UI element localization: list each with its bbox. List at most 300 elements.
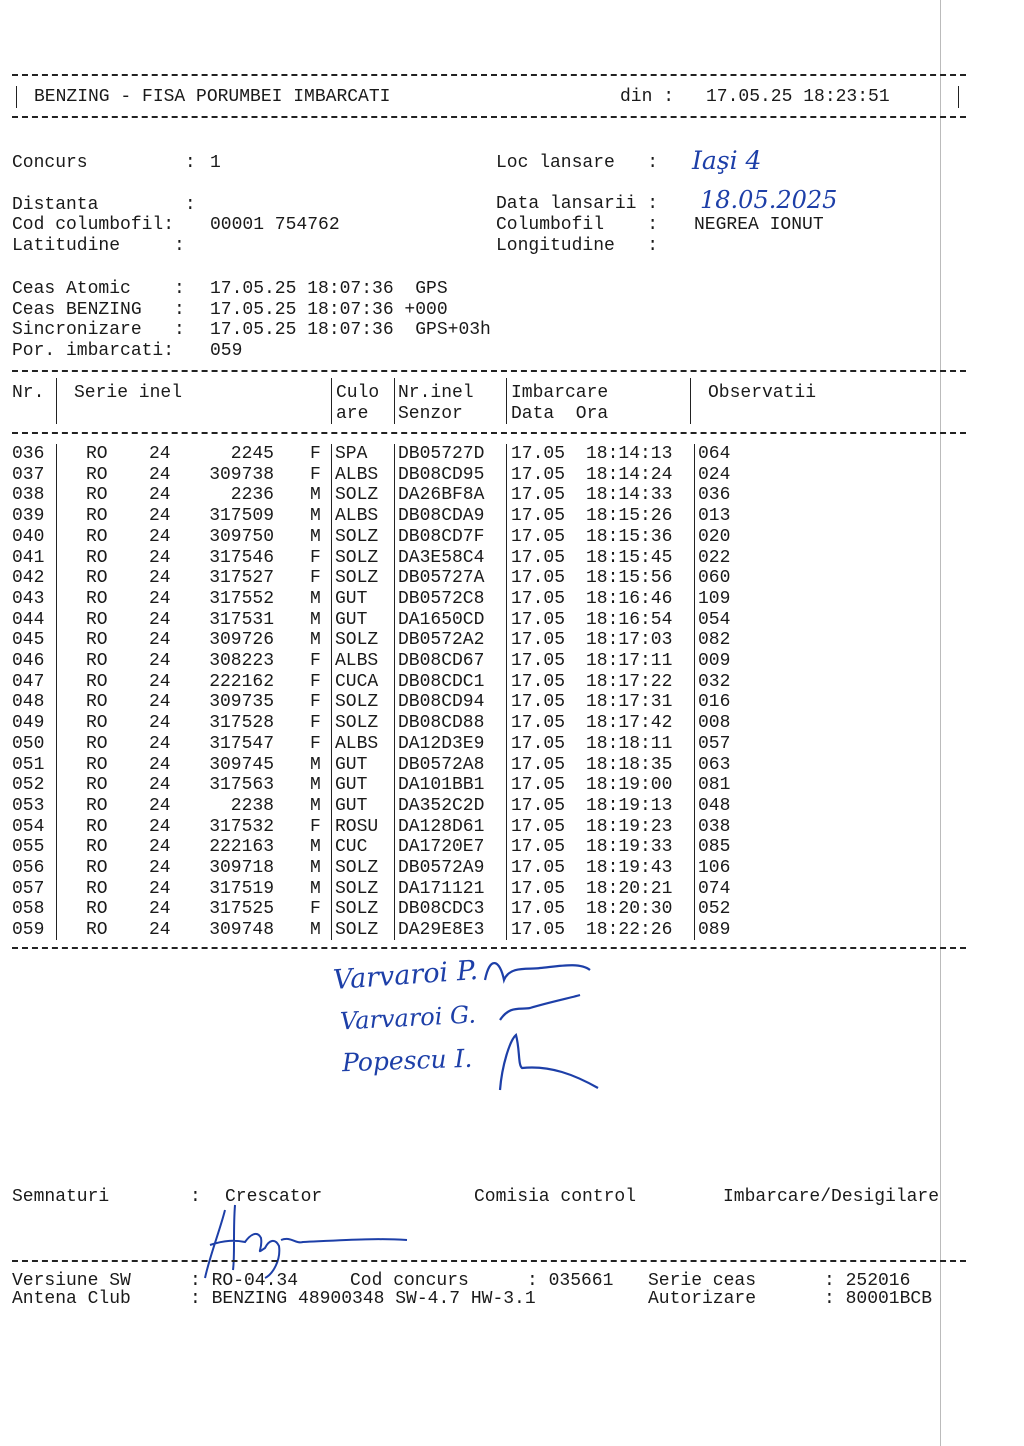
cod-concurs-label: Cod concurs	[350, 1271, 469, 1291]
cell-ring-number: 308223	[209, 651, 274, 671]
cell-sex: F	[310, 464, 321, 485]
cell-ring-number: 309738	[209, 464, 274, 485]
cell-color: ALBS	[335, 651, 379, 671]
cod-columbofil-value: 00001 754762	[210, 215, 340, 235]
cell-date: 17.05	[511, 775, 566, 796]
cell-year: 24	[149, 588, 171, 609]
table-row	[12, 817, 972, 838]
cell-observatii: 036	[698, 485, 731, 506]
cell-sex: M	[310, 837, 321, 858]
cell-sensor: DA26BF8A	[398, 485, 485, 506]
th-divider-5	[690, 378, 691, 424]
table-row	[12, 755, 972, 776]
cod-concurs-value: : 035661	[527, 1271, 614, 1291]
loc-lansare-handwritten: Iaşi 4	[692, 146, 762, 175]
cell-nr: 040	[12, 526, 45, 547]
table-row	[12, 837, 972, 858]
cell-year: 24	[149, 444, 171, 464]
cell-color: SOLZ	[335, 899, 379, 920]
versiune-sw-value: : RO-04.34	[190, 1271, 299, 1291]
cell-date: 17.05	[511, 588, 566, 609]
cell-ring-number: 2238	[230, 795, 274, 816]
cell-sex: M	[310, 920, 321, 941]
table-row	[12, 630, 972, 651]
th-nr-inel-1: Nr.inel	[398, 383, 474, 403]
cell-sensor: DB08CD94	[398, 692, 485, 713]
data-lansarii-handwritten: 18.05.2025	[700, 186, 838, 214]
cell-time: 18:17:42	[586, 713, 673, 734]
cell-date: 17.05	[511, 878, 566, 899]
th-divider-1	[56, 378, 57, 424]
cell-sex: F	[310, 651, 321, 671]
sincronizare-value: 17.05.25 18:07:36 GPS+03h	[210, 320, 491, 340]
cell-country: RO	[86, 920, 108, 941]
cell-time: 18:20:30	[586, 899, 673, 920]
concurs-value: 1	[210, 153, 221, 173]
crescator-label: Crescator	[225, 1187, 323, 1207]
cell-nr: 050	[12, 733, 45, 754]
cell-ring-number: 317563	[209, 775, 274, 796]
table-row	[12, 858, 972, 879]
cell-nr: 053	[12, 795, 45, 816]
cell-observatii: 024	[698, 464, 731, 485]
cell-color: GUT	[335, 795, 368, 816]
table-row	[12, 610, 972, 631]
th-serie-inel: Serie inel	[74, 383, 183, 403]
cell-observatii: 022	[698, 547, 731, 568]
semnaturi-colon: :	[190, 1187, 201, 1207]
cell-observatii: 063	[698, 754, 731, 775]
cell-nr: 054	[12, 816, 45, 837]
cell-ring-number: 317546	[209, 547, 274, 568]
cell-date: 17.05	[511, 526, 566, 547]
cell-nr: 059	[12, 920, 45, 941]
cell-date: 17.05	[511, 671, 566, 692]
cell-ring-number: 317519	[209, 878, 274, 899]
cell-sex: M	[310, 526, 321, 547]
th-observatii: Observatii	[708, 383, 817, 403]
cell-nr: 056	[12, 858, 45, 878]
cell-year: 24	[149, 506, 171, 527]
cell-sensor: DA171121	[398, 878, 485, 899]
header-top-rule	[12, 74, 966, 76]
cod-columbofil-label: Cod columbofil:	[12, 215, 175, 235]
cell-sex: M	[310, 630, 321, 651]
col-divider-nr	[56, 444, 57, 940]
table-row	[12, 899, 972, 920]
distanta-label: Distanta :	[12, 195, 196, 215]
ceas-atomic-value: 17.05.25 18:07:36 GPS	[210, 279, 448, 299]
cell-time: 18:15:26	[586, 506, 673, 527]
cell-nr: 051	[12, 754, 45, 775]
table-row	[12, 485, 972, 506]
cell-country: RO	[86, 671, 108, 692]
table-row	[12, 548, 972, 569]
cell-nr: 042	[12, 568, 45, 589]
cell-sensor: DA352C2D	[398, 795, 485, 816]
th-imbarcare-2: Data Ora	[511, 404, 609, 424]
serie-ceas-value: : 252016	[824, 1271, 911, 1291]
cell-observatii: 016	[698, 692, 731, 713]
th-imbarcare-1: Imbarcare	[511, 383, 609, 403]
cell-nr: 046	[12, 651, 45, 671]
cell-sex: F	[310, 713, 321, 734]
cell-sensor: DB08CDC1	[398, 671, 485, 692]
cell-time: 18:14:33	[586, 485, 673, 506]
table-top-rule	[12, 370, 966, 372]
th-divider-3	[394, 378, 395, 424]
cell-color: ROSU	[335, 816, 379, 837]
cell-date: 17.05	[511, 547, 566, 568]
ceas-atomic-label: Ceas Atomic :	[12, 279, 185, 299]
loc-lansare-label: Loc lansare :	[496, 153, 659, 173]
ceas-benzing-label: Ceas BENZING :	[12, 300, 185, 320]
cell-sex: M	[310, 588, 321, 609]
cell-sensor: DB0572A9	[398, 858, 485, 878]
cell-observatii: 082	[698, 630, 731, 651]
cell-time: 18:17:11	[586, 651, 673, 671]
cell-year: 24	[149, 816, 171, 837]
cell-sex: F	[310, 671, 321, 692]
cell-year: 24	[149, 651, 171, 671]
cell-observatii: 020	[698, 526, 731, 547]
col-divider-senzor	[394, 444, 395, 940]
cell-ring-number: 309735	[209, 692, 274, 713]
cell-country: RO	[86, 568, 108, 589]
cell-ring-number: 317547	[209, 733, 274, 754]
cell-color: SOLZ	[335, 526, 379, 547]
latitudine-label: Latitudine :	[12, 236, 185, 256]
cell-time: 18:19:13	[586, 795, 673, 816]
header-right-bar	[958, 86, 959, 108]
cell-country: RO	[86, 858, 108, 878]
cell-color: SOLZ	[335, 692, 379, 713]
cell-ring-number: 309745	[209, 754, 274, 775]
cell-observatii: 089	[698, 920, 731, 941]
cell-sex: F	[310, 444, 321, 464]
table-row	[12, 444, 972, 465]
cell-date: 17.05	[511, 920, 566, 941]
cell-sensor: DA128D61	[398, 816, 485, 837]
cell-country: RO	[86, 588, 108, 609]
cell-observatii: 109	[698, 588, 731, 609]
cell-ring-number: 317532	[209, 816, 274, 837]
handwritten-name-3: Popescu I.	[341, 1043, 473, 1078]
cell-sensor: DB08CD67	[398, 651, 485, 671]
cell-sensor: DB08CDC3	[398, 899, 485, 920]
cell-sensor: DA101BB1	[398, 775, 485, 796]
cell-time: 18:14:13	[586, 444, 673, 464]
por-imbarcati-value: 059	[210, 341, 243, 361]
cell-country: RO	[86, 547, 108, 568]
cell-country: RO	[86, 485, 108, 506]
th-nr: Nr.	[12, 383, 45, 403]
th-divider-2	[331, 378, 332, 424]
cell-time: 18:17:31	[586, 692, 673, 713]
cell-country: RO	[86, 609, 108, 630]
cell-ring-number: 2245	[230, 444, 274, 464]
cell-time: 18:15:36	[586, 526, 673, 547]
cell-observatii: 085	[698, 837, 731, 858]
cell-color: ALBS	[335, 506, 379, 527]
cell-nr: 058	[12, 899, 45, 920]
cell-year: 24	[149, 837, 171, 858]
antena-club-value: : BENZING 48900348 SW-4.7 HW-3.1	[190, 1289, 536, 1309]
cell-date: 17.05	[511, 899, 566, 920]
col-divider-culoare	[331, 444, 332, 940]
cell-sensor: DA3E58C4	[398, 547, 485, 568]
cell-color: GUT	[335, 609, 368, 630]
cell-time: 18:16:54	[586, 609, 673, 630]
cell-sensor: DB05727A	[398, 568, 485, 589]
table-row	[12, 734, 972, 755]
table-row	[12, 465, 972, 486]
cell-country: RO	[86, 651, 108, 671]
th-culoare-1: Culo	[336, 383, 380, 403]
cell-ring-number: 309750	[209, 526, 274, 547]
cell-sex: M	[310, 858, 321, 878]
header-din-label: din :	[620, 87, 675, 107]
col-divider-data	[506, 444, 507, 940]
cell-year: 24	[149, 858, 171, 878]
cell-year: 24	[149, 526, 171, 547]
th-nr-inel-2: Senzor	[398, 404, 463, 424]
cell-observatii: 038	[698, 816, 731, 837]
cell-nr: 044	[12, 609, 45, 630]
table-row	[12, 713, 972, 734]
cell-year: 24	[149, 878, 171, 899]
cell-year: 24	[149, 920, 171, 941]
th-culoare-2: are	[336, 404, 369, 424]
cell-country: RO	[86, 464, 108, 485]
concurs-label: Concurs :	[12, 153, 196, 173]
cell-color: GUT	[335, 775, 368, 796]
semnaturi-label: Semnaturi	[12, 1187, 110, 1207]
cell-sex: M	[310, 485, 321, 506]
cell-year: 24	[149, 547, 171, 568]
table-row	[12, 692, 972, 713]
imbarcare-desigilare-label: Imbarcare/Desigilare	[723, 1187, 940, 1207]
table-row	[12, 589, 972, 610]
cell-ring-number: 317525	[209, 899, 274, 920]
cell-time: 18:17:03	[586, 630, 673, 651]
cell-sensor: DA1650CD	[398, 609, 485, 630]
cell-color: SOLZ	[335, 920, 379, 941]
table-row	[12, 879, 972, 900]
cell-year: 24	[149, 671, 171, 692]
columbofil-label: Columbofil :	[496, 215, 659, 235]
serie-ceas-label: Serie ceas	[648, 1271, 757, 1291]
cell-nr: 043	[12, 588, 45, 609]
sincronizare-label: Sincronizare :	[12, 320, 185, 340]
cell-sensor: DB0572C8	[398, 588, 485, 609]
cell-sex: M	[310, 775, 321, 796]
col-divider-obs	[694, 444, 695, 940]
cell-year: 24	[149, 899, 171, 920]
cell-country: RO	[86, 754, 108, 775]
cell-sex: F	[310, 692, 321, 713]
cell-country: RO	[86, 899, 108, 920]
cell-sensor: DA1720E7	[398, 837, 485, 858]
cell-observatii: 064	[698, 444, 731, 464]
cell-observatii: 013	[698, 506, 731, 527]
cell-nr: 055	[12, 837, 45, 858]
cell-date: 17.05	[511, 795, 566, 816]
cell-observatii: 052	[698, 899, 731, 920]
cell-sex: F	[310, 568, 321, 589]
cell-sensor: DB08CDA9	[398, 506, 485, 527]
cell-nr: 039	[12, 506, 45, 527]
autorizare-label: Autorizare	[648, 1289, 757, 1309]
cell-year: 24	[149, 609, 171, 630]
cell-nr: 057	[12, 878, 45, 899]
columbofil-value: NEGREA IONUT	[694, 215, 824, 235]
document-title: BENZING - FISA PORUMBEI IMBARCATI	[34, 87, 391, 107]
cell-date: 17.05	[511, 630, 566, 651]
versiune-sw-label: Versiune SW	[12, 1271, 131, 1291]
cell-ring-number: 317527	[209, 568, 274, 589]
cell-sensor: DA12D3E9	[398, 733, 485, 754]
cell-country: RO	[86, 775, 108, 796]
cell-sex: M	[310, 754, 321, 775]
antena-club-label: Antena Club	[12, 1289, 131, 1309]
cell-sensor: DB08CD7F	[398, 526, 485, 547]
cell-ring-number: 317528	[209, 713, 274, 734]
cell-year: 24	[149, 630, 171, 651]
cell-time: 18:19:43	[586, 858, 673, 878]
cell-year: 24	[149, 692, 171, 713]
cell-observatii: 106	[698, 858, 731, 878]
cell-ring-number: 317552	[209, 588, 274, 609]
cell-sex: F	[310, 899, 321, 920]
cell-year: 24	[149, 568, 171, 589]
cell-color: SPA	[335, 444, 368, 464]
cell-sensor: DB05727D	[398, 444, 485, 464]
handwritten-name-1: Varvaroi P.	[332, 954, 479, 997]
cell-ring-number: 317509	[209, 506, 274, 527]
cell-nr: 047	[12, 671, 45, 692]
cell-ring-number: 317531	[209, 609, 274, 630]
cell-date: 17.05	[511, 568, 566, 589]
cell-ring-number: 2236	[230, 485, 274, 506]
cell-country: RO	[86, 506, 108, 527]
footer-rule	[12, 1260, 966, 1262]
table-row	[12, 796, 972, 817]
cell-date: 17.05	[511, 651, 566, 671]
cell-sex: M	[310, 878, 321, 899]
longitudine-label: Longitudine :	[496, 236, 659, 256]
cell-observatii: 008	[698, 713, 731, 734]
cell-date: 17.05	[511, 692, 566, 713]
header-bottom-rule	[12, 116, 966, 118]
cell-time: 18:15:56	[586, 568, 673, 589]
cell-observatii: 048	[698, 795, 731, 816]
cell-date: 17.05	[511, 609, 566, 630]
cell-time: 18:22:26	[586, 920, 673, 941]
autorizare-value: : 80001BCB	[824, 1289, 933, 1309]
cell-color: SOLZ	[335, 878, 379, 899]
cell-date: 17.05	[511, 733, 566, 754]
cell-color: SOLZ	[335, 630, 379, 651]
cell-year: 24	[149, 464, 171, 485]
cell-country: RO	[86, 692, 108, 713]
table-row	[12, 672, 972, 693]
cell-color: SOLZ	[335, 547, 379, 568]
cell-time: 18:18:35	[586, 754, 673, 775]
handwritten-name-2: Varvaroi G.	[339, 1000, 477, 1036]
cell-year: 24	[149, 754, 171, 775]
cell-country: RO	[86, 878, 108, 899]
handwritten-signature-strokes	[480, 950, 620, 1100]
cell-date: 17.05	[511, 816, 566, 837]
cell-time: 18:17:22	[586, 671, 673, 692]
cell-nr: 037	[12, 464, 45, 485]
header-din-value: 17.05.25 18:23:51	[706, 87, 890, 107]
table-bottom-rule	[12, 947, 966, 949]
cell-sex: M	[310, 609, 321, 630]
cell-date: 17.05	[511, 713, 566, 734]
cell-color: GUT	[335, 588, 368, 609]
cell-observatii: 054	[698, 609, 731, 630]
cell-time: 18:14:24	[586, 464, 673, 485]
cell-sex: M	[310, 795, 321, 816]
cell-color: ALBS	[335, 733, 379, 754]
cell-country: RO	[86, 816, 108, 837]
cell-color: GUT	[335, 754, 368, 775]
cell-color: SOLZ	[335, 858, 379, 878]
table-row	[12, 506, 972, 527]
cell-time: 18:15:45	[586, 547, 673, 568]
cell-date: 17.05	[511, 754, 566, 775]
cell-country: RO	[86, 630, 108, 651]
cell-year: 24	[149, 775, 171, 796]
table-header-rule	[12, 432, 966, 434]
cell-country: RO	[86, 444, 108, 464]
cell-time: 18:19:33	[586, 837, 673, 858]
cell-sensor: DB0572A2	[398, 630, 485, 651]
cell-observatii: 032	[698, 671, 731, 692]
ceas-benzing-value: 17.05.25 18:07:36 +000	[210, 300, 448, 320]
comisia-control-label: Comisia control	[474, 1187, 637, 1207]
cell-country: RO	[86, 795, 108, 816]
cell-sex: M	[310, 506, 321, 527]
cell-ring-number: 309726	[209, 630, 274, 651]
cell-ring-number: 222162	[209, 671, 274, 692]
cell-color: CUC	[335, 837, 368, 858]
cell-time: 18:19:23	[586, 816, 673, 837]
cell-date: 17.05	[511, 444, 566, 464]
cell-date: 17.05	[511, 837, 566, 858]
data-lansarii-label: Data lansarii :	[496, 194, 659, 214]
cell-color: CUCA	[335, 671, 379, 692]
cell-sex: F	[310, 547, 321, 568]
cell-observatii: 057	[698, 733, 731, 754]
cell-color: SOLZ	[335, 485, 379, 506]
cell-time: 18:19:00	[586, 775, 673, 796]
cell-time: 18:16:46	[586, 588, 673, 609]
cell-color: SOLZ	[335, 568, 379, 589]
cell-nr: 049	[12, 713, 45, 734]
cell-date: 17.05	[511, 506, 566, 527]
cell-nr: 045	[12, 630, 45, 651]
cell-sensor: DB08CD95	[398, 464, 485, 485]
cell-time: 18:18:11	[586, 733, 673, 754]
table-row	[12, 568, 972, 589]
cell-year: 24	[149, 733, 171, 754]
cell-year: 24	[149, 713, 171, 734]
crescator-signature	[195, 1200, 415, 1280]
cell-nr: 036	[12, 444, 45, 464]
